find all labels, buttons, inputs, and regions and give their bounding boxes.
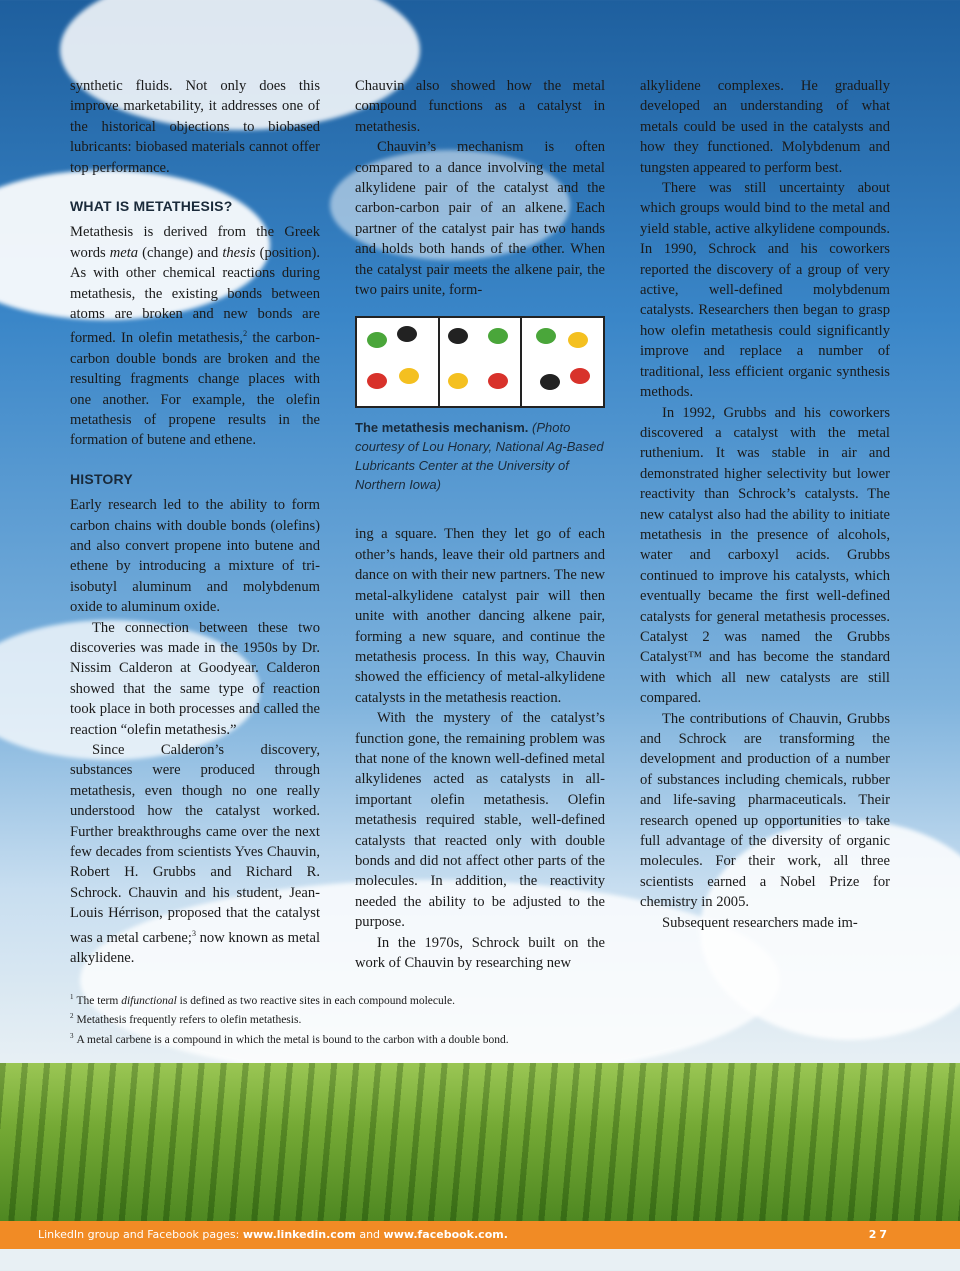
footnote: $^3$ A metal carbene is a compound in which the metal is bound to the carbon with a double bond. (70, 1031, 509, 1046)
section-heading-history: HISTORY (70, 470, 133, 487)
facebook-link[interactable]: www.facebook.com. (383, 1228, 508, 1241)
text-column-3 (640, 76, 890, 933)
paragraph: Since Calderon’s discovery, substances were produced through metathesis, even though no one really understood how the catalyst worked. Further breakthroughs came over the next few decades from scientists Yves Chauvin, Robert H. Grubbs and Richard R. Schrock. Chauvin and his student, Jean-Louis Hérrison, proposed that the catalyst was a metal carbene;$^3$ now known as metal alkylidene. (70, 742, 321, 966)
paragraph: alkylidene complexes. He gradually developed an understanding of what metals could be used in the catalysts and how they functioned. Molybdenum and tungsten appeared to perform best. (640, 78, 890, 176)
paragraph: The contributions of Chauvin, Grubbs and Schrock are transforming the development and production of a number of substances including chemicals, rubber and life-saving pharmaceuticals. Their research opened up opportunities to take full advantage of the diversity of organic molecules. For their work, all three scientists earned a Nobel Prize for chemistry in 2005. (640, 710, 890, 911)
footnote: $^1$ The term difunctional is defined as two reactive sites in each compound molecule. (70, 993, 455, 1007)
text-column-1 (70, 76, 320, 968)
figure-caption: The metathesis mechanism. (Photo courtesy of Lou Honary, National Ag-Based Lubricants Center at the University of Northern Iowa) (355, 420, 604, 493)
paragraph: Subsequent researchers made im- (662, 914, 858, 931)
figure-panel (522, 318, 603, 406)
paragraph: ing a square. Then they let go of each other’s hands, leave their old partners and dance on with their new partners. The new metal-alkylidene catalyst pair will then unite with another dancing alkene pair, forming a new square, and continue the metathesis process. In this way, Chauvin showed the efficiency of metal-alkylidene catalysts in the metathesis reaction. (355, 526, 605, 706)
footnote-ref: 3 (191, 928, 196, 938)
footnote: $^2$ Metathesis frequently refers to olefin metathesis. (70, 1012, 302, 1027)
paragraph: Metathesis is derived from the Greek words meta (change) and thesis (position). As with other chemical reactions during metathesis, the existing bonds between atoms are broken and new bonds are formed. In olefin metathesis,$^2$ the carbon-carbon double bonds are broken and the resulting fragments change places with one another. For example, the olefin metathesis of propene results in the formation of butene and ethene. (70, 224, 320, 449)
paragraph: In 1992, Grubbs and his coworkers discovered a catalyst with the metal ruthenium. It was stable in air and demonstrated higher selectivity but lower reactivity than Schrock’s catalysts. The new catalyst also had the ability to initiate metathesis in the presence of alcohols, water and carboxyl acids. Grubbs continued to improve his catalysts, which eventually became the first well-defined catalysts for general metathesis processes. Catalyst 2 was named the Grubbs Catalyst™ and has become the standard with which all new catalysts are still compared. (640, 404, 890, 707)
footnote-ref: 2 (243, 329, 248, 339)
paragraph: There was still uncertainty about which groups would bind to the metal and yield stable, active alkylidene compounds. In 1990, Schrock and his coworkers reported the discovery of a group of very active, well-defined molybdenum catalysts. Researchers then began to grasp how olefin metathesis could significantly improve and replace a number of traditional, less efficient organic synthesis methods. (640, 180, 890, 401)
paragraph: Chauvin also showed how the metal compound functions as a catalyst in metathesis. (355, 78, 605, 135)
figure-panel (440, 318, 523, 406)
paragraph: Early research led to the ability to form carbon chains with double bonds (olefins) and also convert propene into butene and ethene by introducing a mixture of tri-isobutyl aluminum and molybdenum oxide to aluminum oxide. (70, 497, 320, 616)
footer-social-text: LinkedIn group and Facebook pages: www.linkedin.com and www.facebook.com. (38, 1228, 508, 1241)
paragraph: The connection between these two discoveries was made in the 1950s by Dr. Nissim Calderon at Goodyear. Calderon showed that the same type of reaction took place in both processes and called the reaction “olefin metathesis.” (70, 619, 320, 738)
section-heading-metathesis: WHAT IS METATHESIS? (70, 198, 233, 215)
footer-bar (0, 1221, 960, 1249)
footnotes (70, 990, 509, 1048)
linkedin-link[interactable]: www.linkedin.com (242, 1228, 356, 1241)
metathesis-mechanism-figure (355, 316, 605, 408)
paragraph: With the mystery of the catalyst’s function gone, the remaining problem was that none of the known well-defined metal alkylidenes acted as catalysts in all-important olefin metathesis. Olefin metathesis required stable, well-defined catalysts that reacted only with double bonds and did not affect other parts of the molecules. In addition, the reactivity needed the ability to be adjusted to the purpose. (355, 710, 605, 931)
page-number: 27 (868, 1228, 890, 1241)
paragraph: Chauvin’s mechanism is often compared to a dance involving the metal alkylidene pair of the catalyst and the carbon-carbon pair of an alkene. Each partner of the catalyst pair has two hands and holds both hands of the other. When the catalyst pair meets the alkene pair, the two pairs unite, form- (355, 139, 605, 299)
figure-panel (357, 318, 440, 406)
paragraph: synthetic fluids. Not only does this improve marketability, it addresses one of the historical objections to biobased lubricants: biobased materials cannot offer top performance. (70, 78, 320, 176)
crop-field-image (0, 1063, 960, 1221)
text-column-2 (355, 76, 605, 973)
paragraph: In the 1970s, Schrock built on the work of Chauvin by researching new (355, 934, 605, 971)
